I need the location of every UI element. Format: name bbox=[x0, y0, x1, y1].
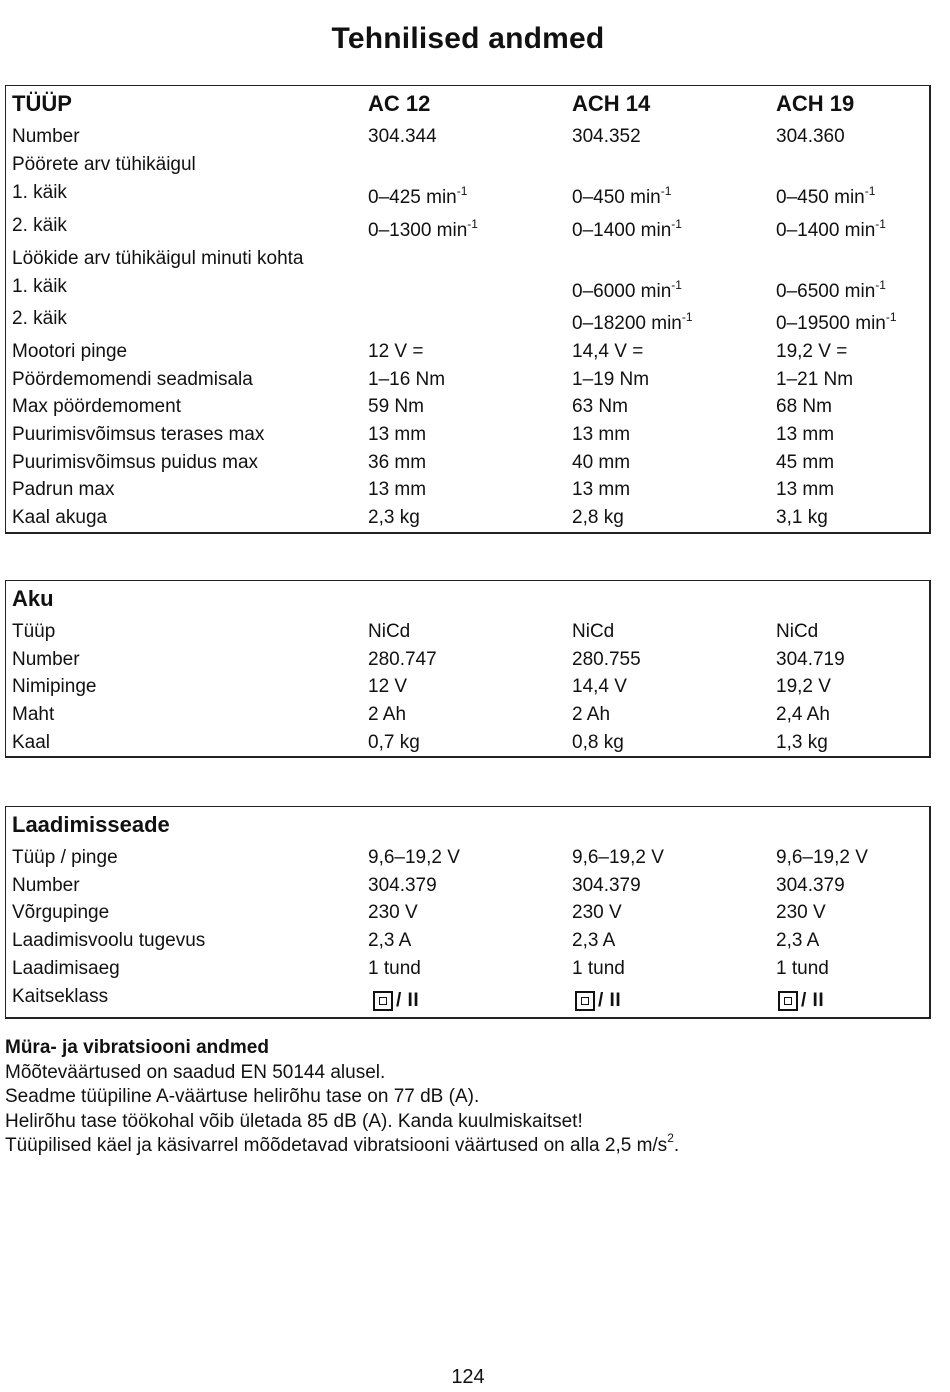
cell: 304.719 bbox=[776, 649, 845, 670]
cell: 280.755 bbox=[572, 649, 641, 670]
page-number: 124 bbox=[451, 1366, 485, 1388]
battery-header-label: Aku bbox=[12, 586, 54, 611]
cell: 0–1400 $\min^{-1}$ bbox=[776, 217, 886, 241]
row-label: Pöördemomendi seadmisala bbox=[12, 369, 253, 390]
cell: 0–1400 $\min^{-1}$ bbox=[572, 217, 682, 241]
row-label: Tüüp / pinge bbox=[12, 847, 118, 868]
row-label: Nimipinge bbox=[12, 676, 97, 697]
cell: 14,4 V = bbox=[572, 341, 644, 362]
cell: 36 mm bbox=[368, 452, 427, 473]
cell: 230 V bbox=[776, 902, 826, 923]
cell: 280.747 bbox=[368, 649, 437, 670]
cell: 304.352 bbox=[572, 126, 641, 147]
cell: 0–19500 $\min^{-1}$ bbox=[776, 310, 897, 334]
row-label: Laadimisvoolu tugevus bbox=[12, 930, 206, 951]
row-label: Kaitseklass bbox=[12, 986, 109, 1007]
cell: 0–6500 $\min^{-1}$ bbox=[776, 278, 886, 302]
cell: NiCd bbox=[776, 621, 819, 642]
row-label: Maht bbox=[12, 704, 55, 725]
cell: 59 Nm bbox=[368, 396, 424, 417]
cell: 0–425 $\min^{-1}$ bbox=[368, 184, 468, 208]
row-label: 2. käik bbox=[12, 215, 67, 236]
cell: NiCd bbox=[368, 621, 411, 642]
cell: 1 tund bbox=[368, 958, 421, 979]
row-label: 1. käik bbox=[12, 276, 67, 297]
protection-class-cell: / II bbox=[373, 990, 419, 1012]
noise-vibration-section bbox=[5, 1036, 925, 1159]
tool-specs-table bbox=[5, 85, 931, 534]
cell: 45 mm bbox=[776, 452, 835, 473]
cell: 0–6000 $\min^{-1}$ bbox=[572, 278, 682, 302]
row-label: Kaal bbox=[12, 732, 51, 753]
noise-line: Helirõhu tase töökohal võib ületada 85 dB (A). Kanda kuulmiskaitset! bbox=[5, 1110, 583, 1132]
cell: 304.360 bbox=[776, 126, 845, 147]
cell: 3,1 kg bbox=[776, 507, 828, 528]
cell: 19,2 V bbox=[776, 676, 831, 697]
cell: 2,3 A bbox=[572, 930, 616, 951]
cell: 0,8 kg bbox=[572, 732, 624, 753]
row-label: Puurimisvõimsus terases max bbox=[12, 424, 265, 445]
cell: 13 mm bbox=[572, 424, 631, 445]
cell: 1–19 Nm bbox=[572, 369, 650, 390]
cell: 13 mm bbox=[776, 479, 835, 500]
cell: 1 tund bbox=[776, 958, 829, 979]
header-model-3: ACH 19 bbox=[776, 91, 855, 116]
page-title: Tehnilised andmed bbox=[331, 22, 605, 55]
cell: 1 tund bbox=[572, 958, 625, 979]
cell: 2 Ah bbox=[572, 704, 611, 725]
cell: 12 V bbox=[368, 676, 408, 697]
noise-line: Tüüpilised käel ja käsivarrel mõõdetavad vibratsiooni väärtused on alla 2,5 $m/s^2$. bbox=[5, 1131, 680, 1156]
cell: 13 mm bbox=[776, 424, 835, 445]
row-label: 1. käik bbox=[12, 182, 67, 203]
double-insulation-icon bbox=[778, 991, 798, 1011]
cell: 14,4 V bbox=[572, 676, 627, 697]
cell: 13 mm bbox=[368, 424, 427, 445]
charger-specs-table bbox=[5, 806, 931, 1019]
double-insulation-icon bbox=[373, 991, 393, 1011]
cell: 1–21 Nm bbox=[776, 369, 854, 390]
cell: 63 Nm bbox=[572, 396, 628, 417]
cell: 304.379 bbox=[368, 875, 437, 896]
row-label: Laadimisaeg bbox=[12, 958, 120, 979]
row-label: Kaal akuga bbox=[12, 507, 108, 528]
cell: 1,3 kg bbox=[776, 732, 828, 753]
row-label: Number bbox=[12, 875, 80, 896]
noise-line: Seadme tüüpiline A-väärtuse helirõhu tase on 77 dB (A). bbox=[5, 1086, 480, 1107]
double-insulation-icon bbox=[575, 991, 595, 1011]
cell: 2,3 A bbox=[776, 930, 820, 951]
cell: 2,8 kg bbox=[572, 507, 624, 528]
cell: 0–1300 $\min^{-1}$ bbox=[368, 217, 478, 241]
cell: 304.344 bbox=[368, 126, 437, 147]
row-label: Tüüp bbox=[12, 621, 56, 642]
cell: 304.379 bbox=[776, 875, 845, 896]
cell: 1–16 Nm bbox=[368, 369, 446, 390]
cell: 2 Ah bbox=[368, 704, 407, 725]
row-label: Padrun max bbox=[12, 479, 115, 500]
cell: 2,3 A bbox=[368, 930, 412, 951]
header-model-2: ACH 14 bbox=[572, 91, 651, 116]
charger-header-label: Laadimisseade bbox=[12, 812, 170, 837]
noise-line: Mõõteväärtused on saadud EN 50144 alusel. bbox=[5, 1061, 386, 1083]
cell: NiCd bbox=[572, 621, 615, 642]
row-label: Number bbox=[12, 649, 80, 670]
cell: 0–450 $\min^{-1}$ bbox=[776, 184, 876, 208]
cell: 19,2 V = bbox=[776, 341, 848, 362]
row-label: Löökide arv tühikäigul minuti kohta bbox=[12, 248, 304, 269]
cell: 2,3 kg bbox=[368, 507, 420, 528]
row-label: Puurimisvõimsus puidus max bbox=[12, 452, 259, 473]
cell: 9,6–19,2 V bbox=[368, 847, 460, 868]
noise-heading: Müra- ja vibratsiooni andmed bbox=[5, 1037, 269, 1058]
row-label: Mootori pinge bbox=[12, 341, 128, 362]
protection-class-cell: / II bbox=[778, 990, 824, 1012]
battery-specs-table bbox=[5, 580, 931, 758]
row-label: Number bbox=[12, 126, 80, 147]
cell: 13 mm bbox=[572, 479, 631, 500]
cell: 0–450 $\min^{-1}$ bbox=[572, 184, 672, 208]
cell: 13 mm bbox=[368, 479, 427, 500]
header-type: TÜÜP bbox=[12, 91, 72, 116]
cell: 0–18200 $\min^{-1}$ bbox=[572, 310, 693, 334]
cell: 2,4 Ah bbox=[776, 704, 830, 725]
cell: 304.379 bbox=[572, 875, 641, 896]
cell: 0,7 kg bbox=[368, 732, 420, 753]
cell: 12 V = bbox=[368, 341, 424, 362]
protection-class-cell: / II bbox=[575, 990, 621, 1012]
cell: 230 V bbox=[572, 902, 622, 923]
cell: 40 mm bbox=[572, 452, 631, 473]
row-label: Pöörete arv tühikäigul bbox=[12, 154, 196, 175]
cell: 68 Nm bbox=[776, 396, 832, 417]
cell: 9,6–19,2 V bbox=[776, 847, 868, 868]
cell: 230 V bbox=[368, 902, 418, 923]
row-label: Võrgupinge bbox=[12, 902, 110, 923]
row-label: Max pöördemoment bbox=[12, 396, 181, 417]
cell: 9,6–19,2 V bbox=[572, 847, 664, 868]
header-model-1: AC 12 bbox=[368, 91, 431, 116]
row-label: 2. käik bbox=[12, 308, 67, 329]
